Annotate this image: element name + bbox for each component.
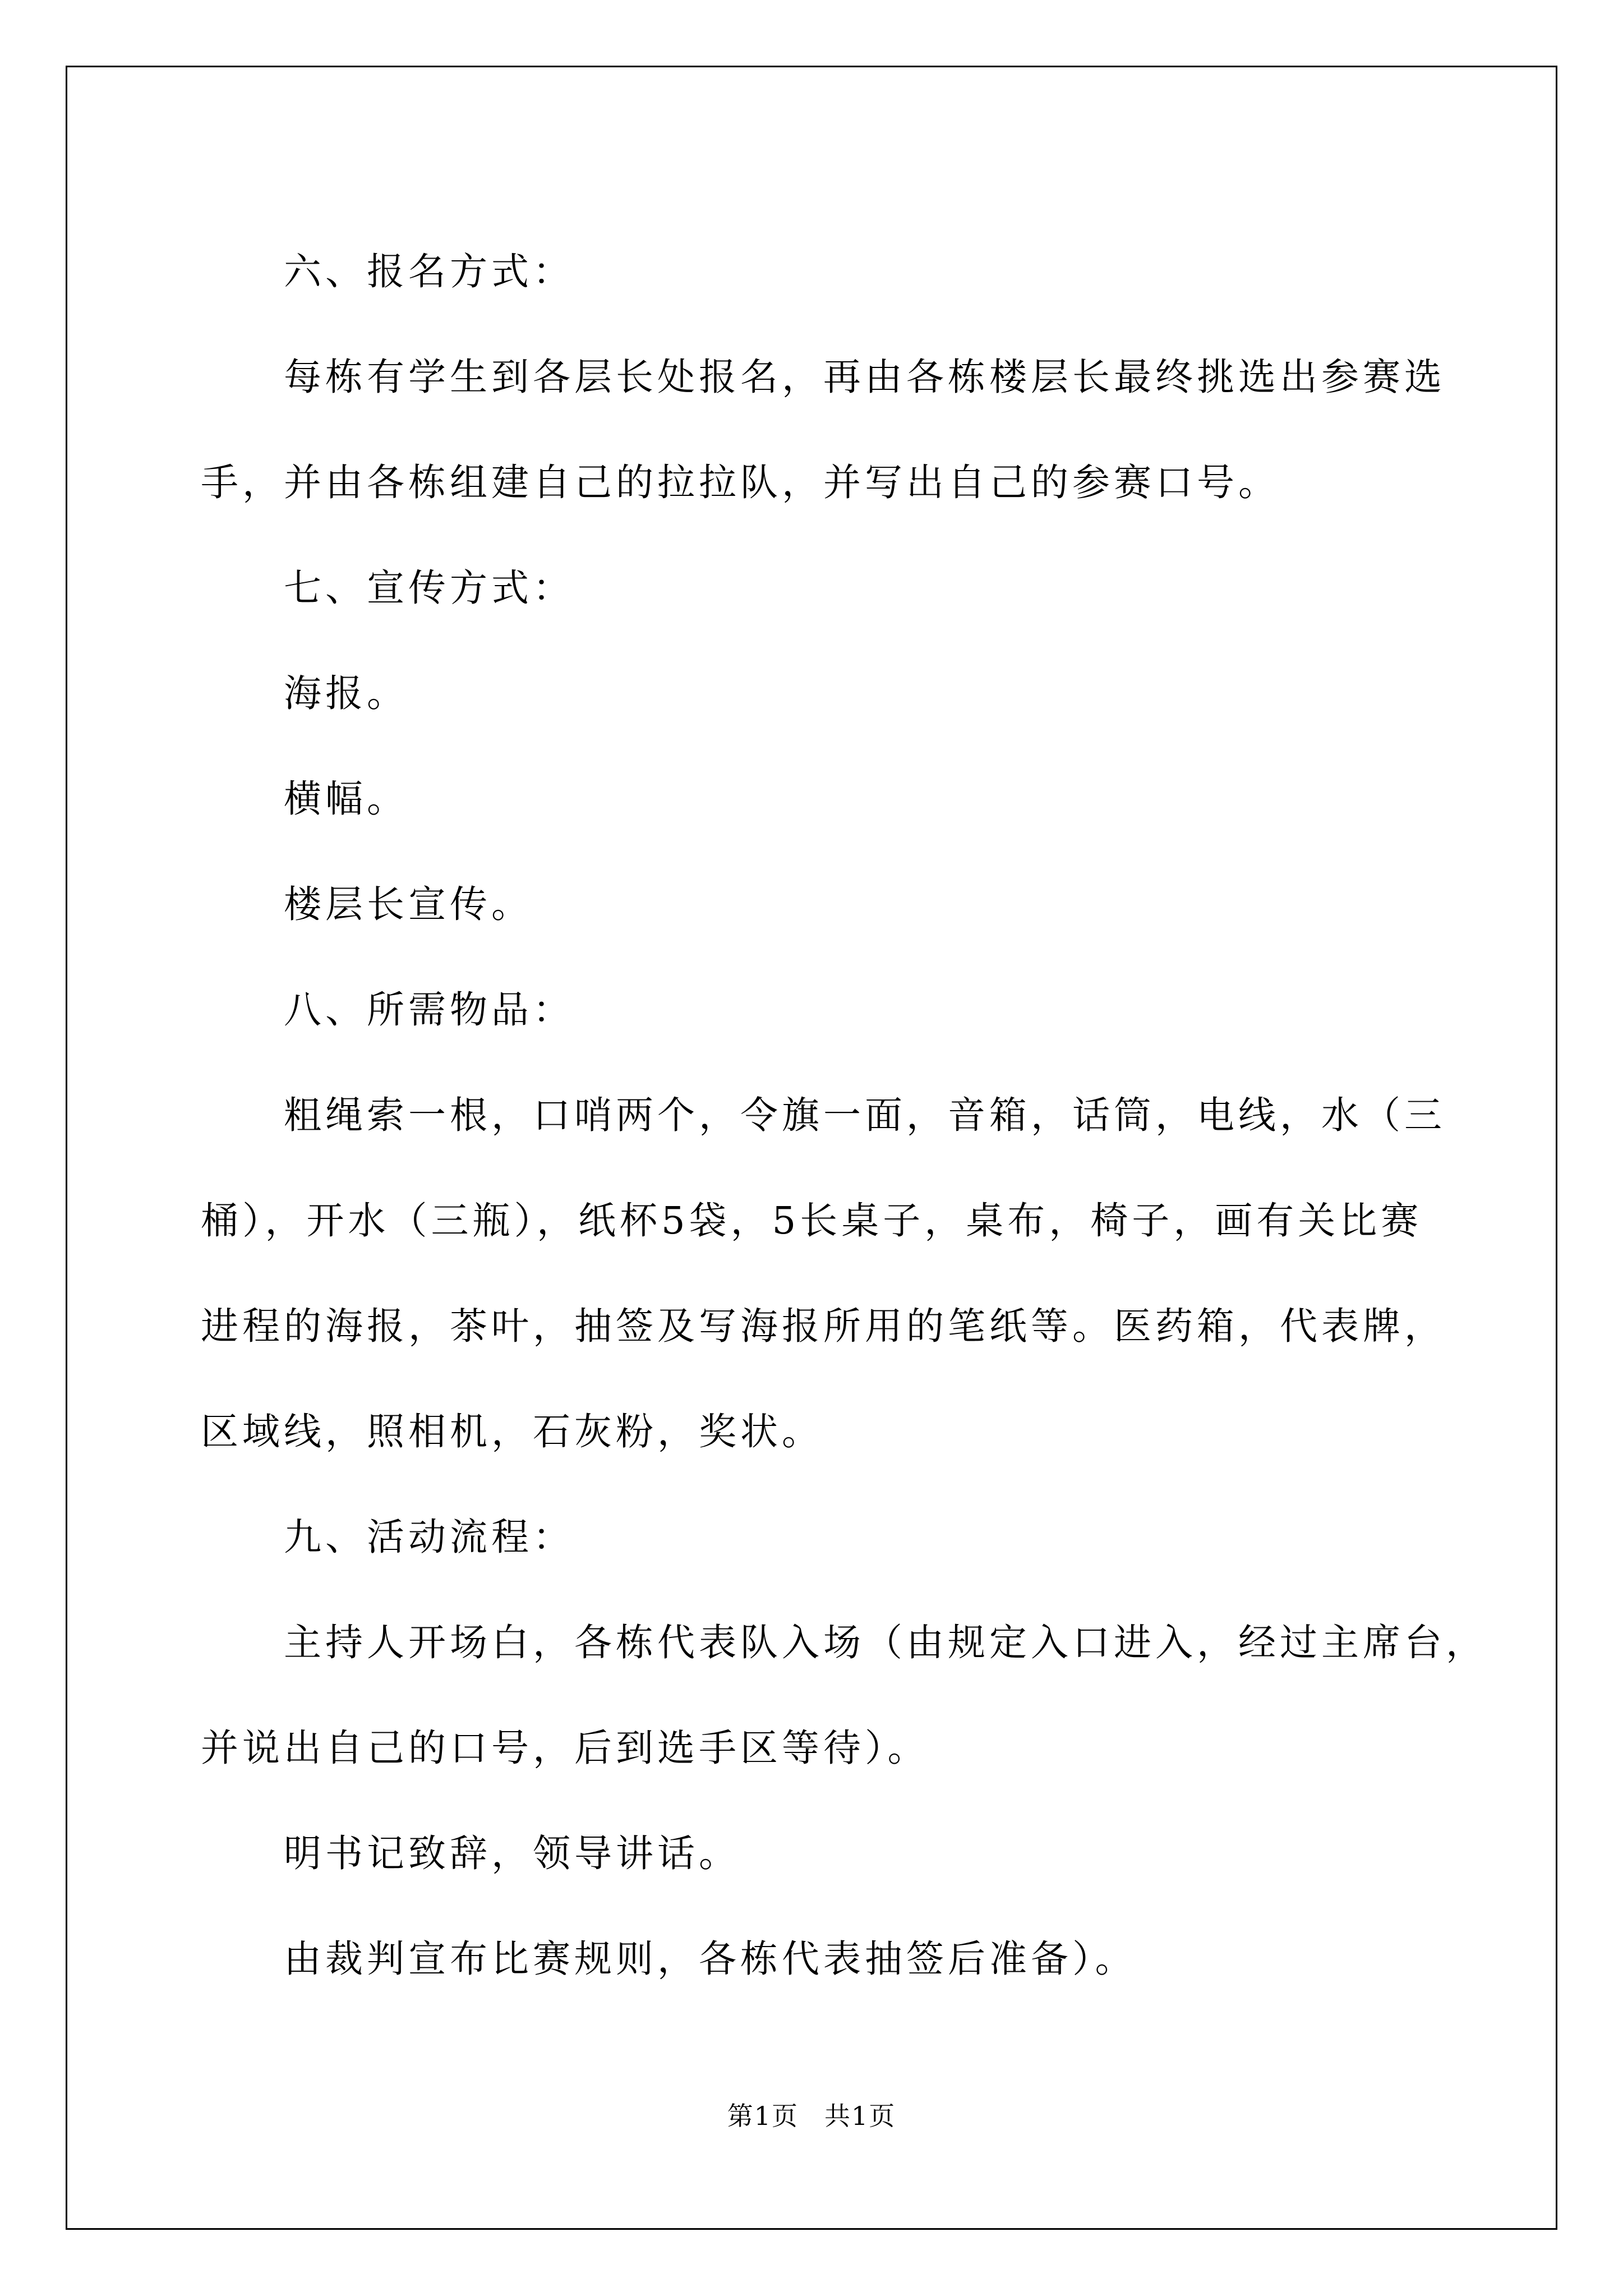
paragraph-line: 明书记致辞，领导讲话。 — [284, 1832, 740, 1875]
paragraph-line: 每栋有学生到各层长处报名，再由各栋楼层长最终挑选出参赛选 — [284, 355, 1446, 399]
page-footer — [0, 2099, 1623, 2133]
paragraph-line: 并说出自己的口号，后到选手区等待）。 — [201, 1726, 929, 1770]
paragraph-line: 由裁判宣布比赛规则，各栋代表抽签后准备）。 — [284, 1937, 1137, 1981]
paragraph-line: 桶），开水（三瓶），纸杯5袋，5长桌子，桌布，椅子，画有关比赛 — [201, 1199, 1423, 1243]
paragraph-line: 区域线，照相机，石灰粉，奖状。 — [201, 1410, 823, 1453]
paragraph-line: 手，并由各栋组建自己的拉拉队，并写出自己的参赛口号。 — [201, 461, 1280, 504]
paragraph-line: 楼层长宣传。 — [284, 882, 533, 926]
paragraph-line: 横幅。 — [284, 777, 408, 821]
page-total: 共1页 — [824, 2101, 896, 2131]
paragraph-line: 进程的海报，茶叶，抽签及写海报所用的笔纸等。医药箱，代表牌， — [201, 1304, 1446, 1348]
page-number: 第1页 — [727, 2101, 799, 2131]
paragraph-line: 粗绳索一根，口哨两个，令旗一面，音箱，话筒，电线，水（三 — [284, 1093, 1446, 1137]
paragraph-heading-supplies: 八、所需物品： — [284, 988, 574, 1032]
paragraph-heading-registration: 六、报名方式： — [284, 250, 574, 293]
paragraph-heading-process: 九、活动流程： — [284, 1515, 574, 1559]
paragraph-heading-publicity: 七、宣传方式： — [284, 566, 574, 610]
document-body — [201, 219, 1487, 2012]
paragraph-line: 主持人开场白，各栋代表队入场（由规定入口进入，经过主席台， — [284, 1621, 1487, 1664]
paragraph-line: 海报。 — [284, 671, 408, 715]
